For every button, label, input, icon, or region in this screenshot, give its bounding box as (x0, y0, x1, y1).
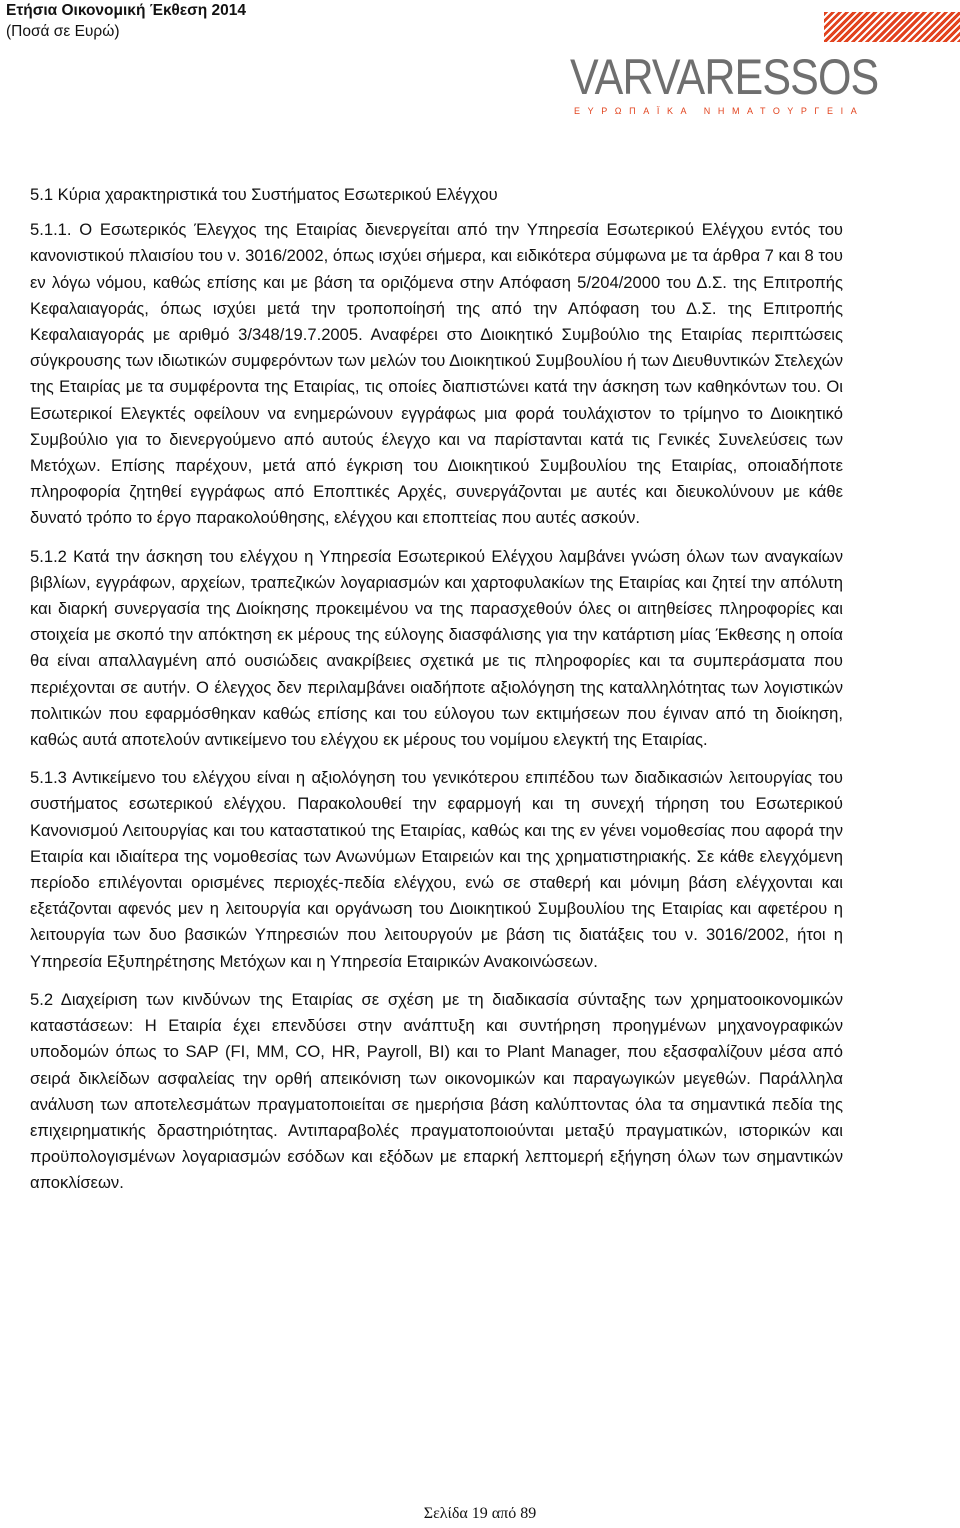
logo-tagline: ΕΥΡΩΠΑΪΚΑ ΝΗΜΑΤΟΥΡΓΕΙΑ (574, 106, 865, 116)
section-heading-5-1: 5.1 Κύρια χαρακτηριστικά του Συστήματος Εσωτερικού Ελέγχου (30, 185, 498, 204)
paragraph-5-2: 5.2 Διαχείριση των κινδύνων της Εταιρίας σε σχέση με τη διαδικασία σύνταξης των χρηματοοικονομικών καταστάσεων: Η Εταιρία έχει επενδύσει στην ανάπτυξη και συντήρηση προηγμένων μηχανογραφικών υποδομών όπως το SAP (FI, MM, CO, HR, Payroll, BI) και το Plant Manager, που εξασφαλίζουν μέσα από σειρά δικλείδων ασφαλείας την ορθή απεικόνιση των οικονομικών και παραγωγικών μεγεθών. Παράλληλα ανάλυση των αποτελεσμάτων πραγματοποιείται σε ημερήσια βάση καλύπτοντας όλα τα σημαντικά πεδία της επιχειρηματικής δραστηριότητας. Αντιπαραβολές πραγματοποιούνται μεταξύ πραγματικών, ιστορικών και προϋπολογισμένων λογαριασμών εσόδων και εξόδων με επαρκή λεπτομερή εξήγηση όλων των σημαντικών αποκλίσεων. (30, 989, 843, 1193)
report-subtitle: (Ποσά σε Ευρώ) (6, 23, 120, 40)
page-number: Σελίδα 19 από 89 (423, 1505, 537, 1522)
company-logo (570, 8, 960, 118)
paragraph-5-1-2: 5.1.2 Κατά την άσκηση του ελέγχου η Υπηρεσία Εσωτερικού Ελέγχου λαμβάνει γνώση όλων των αναγκαίων βιβλίων, εγγράφων, αρχείων, τραπεζικών λογαριασμών και χαρτοφυλακίων της Εταιρίας και ζητεί την απόλυτη και διαρκή συνεργασία της Διοίκησης προκειμένου να της παρασχεθούν όλες οι αιτηθείσες πληροφορίες και στοιχεία με σκοπό την απόκτηση εκ μέρους της εύλογης διασφάλισης για την κατάρτιση μίας Έκθεσης η οποία θα είναι απαλλαγμένη από ουσιώδεις ανακρίβειες σχετικά με τις πληροφορίες και τα συμπεράσματα που περιέχονται σε αυτήν. Ο έλεγχος δεν περιλαμβάνει οιαδήποτε αξιολόγηση της καταλληλότητας των λογιστικών πολιτικών που εφαρμόσθηκαν καθώς επίσης και του εύλογου των εκτιμήσεων που έγιναν από τη διοίκηση, καθώς αυτά αποτελούν αντικείμενο του ελέγχου εκ μέρους του νομίμου ελεγκτή της Εταιρίας. (30, 546, 843, 750)
paragraph-5-1-3: 5.1.3 Αντικείμενο του ελέγχου είναι η αξιολόγηση του γενικότερου επιπέδου των διαδικασιών λειτουργίας του συστήματος εσωτερικού ελέγχου. Παρακολουθεί την εφαρμογή και τη συνεχή τήρηση του Εσωτερικού Κανονισμού Λειτουργίας και του καταστατικού της Εταιρίας, καθώς και της εν γένει νομοθεσίας που αφορά την Εταιρία και ιδιαίτερα της νομοθεσίας των Ανωνύμων Εταιρειών και της χρηματιστηριακής. Σε κάθε ελεγχόμενη περίοδο επιλέγονται ορισμένες περιοχές-πεδία ελέγχου, ενώ σε σταθερή και μόνιμη βάση ελέγχονται και εξετάζονται αφενός μεν η λειτουργία και οργάνωση του Διοικητικού Συμβουλίου της Εταιρίας και αφετέρου η λειτουργία των δυο βασικών Υπηρεσιών που λειτουργούν με βάση τις διατάξεις του ν. 3016/2002, ήτοι η Υπηρεσία Εξυπηρέτησης Μετόχων και η Υπηρεσία Εταιρικών Ανακοινώσεων. (30, 768, 843, 971)
document-body (30, 182, 843, 1197)
logo-brand-text: VARVARESSOS (570, 49, 879, 105)
logo-stripes-icon (824, 12, 960, 42)
report-title: Ετήσια Οικονομική Έκθεση 2014 (6, 2, 246, 19)
paragraph-5-1-1: 5.1.1. Ο Εσωτερικός Έλεγχος της Εταιρίας διενεργείται από την Υπηρεσία Εσωτερικού Ελέγχου εντός του κανονιστικού πλαισίου του ν. 3016/2002, όπως ισχύει σήμερα, και ειδικότερα σύμφωνα με τα άρθρα 7 και 8 του εν λόγω νόμου, καθώς επίσης και με βάση τα οριζόμενα στην Απόφαση 5/204/2000 του Δ.Σ. της Επιτροπής Κεφαλαιαγοράς, όπως ισχύει μετά την τροποποίησή της από την Απόφαση του Δ.Σ. της Επιτροπής Κεφαλαιαγοράς με αριθμό 3/348/19.7.2005. Αναφέρει στο Διοικητικό Συμβούλιο της Εταιρίας περιπτώσεις σύγκρουσης των ιδιωτικών συμφερόντων των μελών του Διοικητικού Συμβουλίου ή των Διευθυντικών Στελεχών της Εταιρίας με τα συμφέροντα της Εταιρίας, τις οποίες διαπιστώνει κατά την άσκηση των καθηκόντων του. Οι Εσωτερικοί Ελεγκτές οφείλουν να ενημερώνουν εγγράφως μια φορά τουλάχιστον το τρίμηνο το Διοικητικό Συμβούλιο για το διενεργούμενο από αυτούς έλεγχο και να παρίστανται κατά τις Γενικές Συνελεύσεις των Μετόχων. Επίσης παρέχουν, μετά από έγκριση του Διοικητικού Συμβουλίου της Εταιρίας, οποιαδήποτε πληροφορία ζητηθεί εγγράφως από Εποπτικές Αρχές, συνεργάζονται με αυτές και διευκολύνουν με κάθε δυνατό τρόπο το έργο παρακολούθησης, ελέγχου και εποπτείας που αυτές ασκούν. (30, 220, 843, 528)
document-header (6, 0, 246, 43)
